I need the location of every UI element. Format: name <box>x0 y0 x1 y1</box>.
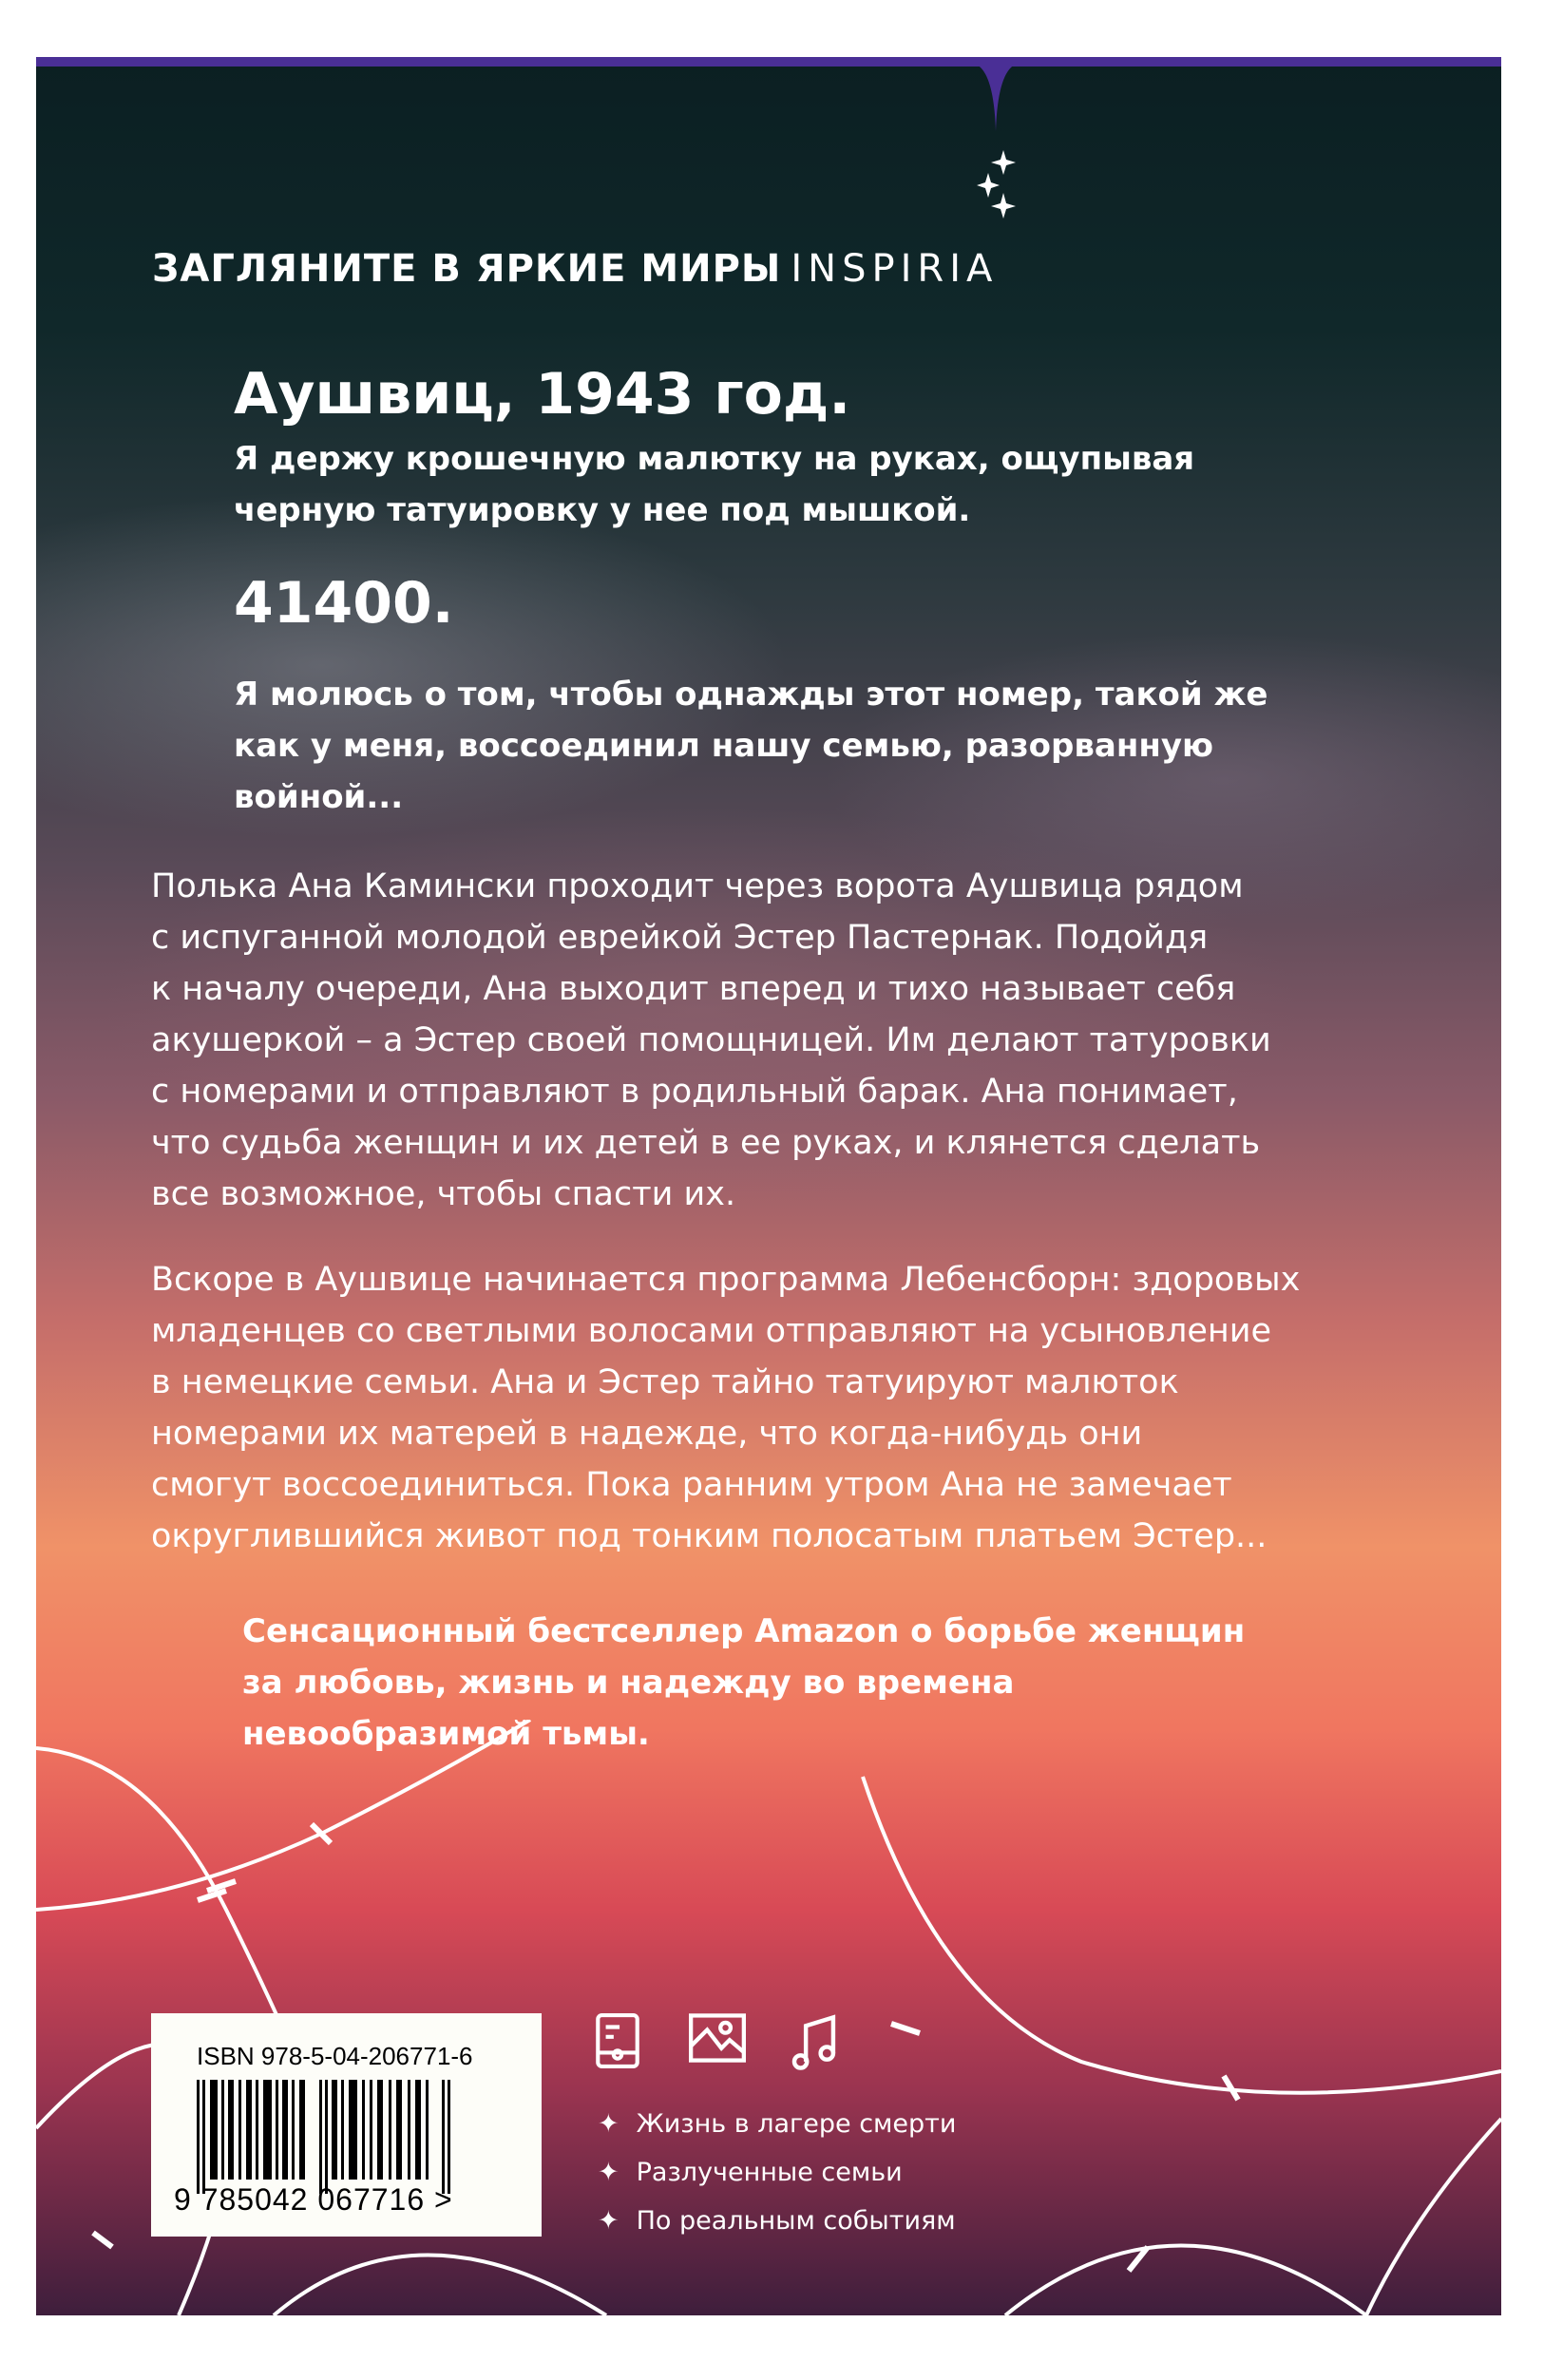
barcode-digits: 9 785042 067716 > <box>174 2182 453 2217</box>
lead-line: Я держу крошечную малютку на руках, ощупывая <box>234 440 1195 478</box>
prayer-line: как у меня, воссоединил нашу семью, разорванную <box>234 727 1214 765</box>
book-back-cover <box>36 57 1501 2315</box>
synopsis-paragraph-2 <box>151 1254 1300 1562</box>
brand-name: INSPIRIA <box>791 247 999 291</box>
text-line: смогут воссоединиться. Пока ранним утром Ана не замечает <box>151 1466 1232 1504</box>
text-line: в немецкие семьи. Ана и Эстер тайно татуируют малюток <box>151 1363 1179 1401</box>
tagline-line: невообразимой тьмы. <box>242 1715 650 1753</box>
bullet-text: По реальным событиям <box>636 2206 956 2236</box>
barcode-bars <box>197 2080 453 2194</box>
text-line: номерами их матерей в надежде, что когда-нибудь они <box>151 1415 1143 1453</box>
isbn-text: ISBN 978-5-04-206771-6 <box>197 2042 473 2070</box>
sparkle-bullet-icon: ✦ <box>598 2206 620 2236</box>
drip-decoration <box>977 65 1015 131</box>
sparkle-bullet-icon: ✦ <box>598 2109 620 2139</box>
series-slogan <box>152 247 998 291</box>
prayer-line: Я молюсь о том, чтобы однажды этот номер, такой же <box>234 676 1268 714</box>
text-line: младенцев со светлыми волосами отправляют на усыновление <box>151 1312 1272 1350</box>
text-line: все возможное, чтобы спасти их. <box>151 1175 736 1213</box>
text-line: с номерами и отправляют в родильный барак. Ана понимает, <box>151 1073 1238 1111</box>
text-line: округлившийся живот под тонким полосатым платьем Эстер... <box>151 1517 1268 1555</box>
text-line: акушеркой – а Эстер своей помощницей. Им делают татуровки <box>151 1021 1271 1059</box>
bullet-text: Разлученные семьи <box>636 2158 903 2187</box>
image-icon <box>689 2013 746 2063</box>
text-line: Вскоре в Аушвице начинается программа Лебенсборн: здоровых <box>151 1261 1301 1299</box>
tagline-line: за любовь, жизнь и надежду во времена <box>242 1664 1015 1702</box>
synopsis-paragraph-1 <box>151 861 1271 1220</box>
slogan-text: ЗАГЛЯНИТЕ В ЯРКИЕ МИРЫ <box>152 247 782 291</box>
feature-bullet <box>598 2206 956 2236</box>
lead-line: черную татуировку у нее под мышкой. <box>234 491 971 529</box>
text-line: к началу очереди, Ана выходит вперед и тихо называет себя <box>151 970 1236 1008</box>
isbn-barcode <box>151 2013 542 2237</box>
music-icon <box>790 2013 839 2072</box>
text-line: с испуганной молодой еврейкой Эстер Пастернак. Подойдя <box>151 919 1209 957</box>
top-accent-bar <box>36 57 1501 67</box>
feature-bullet <box>598 2158 903 2187</box>
ebook-icon <box>590 2013 645 2068</box>
lead-title: Аушвиц, 1943 год. <box>234 361 851 428</box>
feature-bullet <box>598 2109 956 2139</box>
bullet-text: Жизнь в лагере смерти <box>636 2109 957 2139</box>
tagline-line: Сенсационный бестселлер Amazon о борьбе женщин <box>242 1612 1246 1650</box>
text-line: Полька Ана Камински проходит через ворота Аушвица рядом <box>151 867 1244 905</box>
lead-text <box>234 433 1194 536</box>
prayer-text <box>234 669 1268 823</box>
prayer-line: войной... <box>234 778 404 816</box>
text-line: что судьба женщин и их детей в ее руках, и клянется сделать <box>151 1124 1261 1162</box>
tattoo-number: 41400. <box>234 570 454 637</box>
sparkle-icon <box>975 150 1022 226</box>
sparkle-bullet-icon: ✦ <box>598 2158 620 2187</box>
